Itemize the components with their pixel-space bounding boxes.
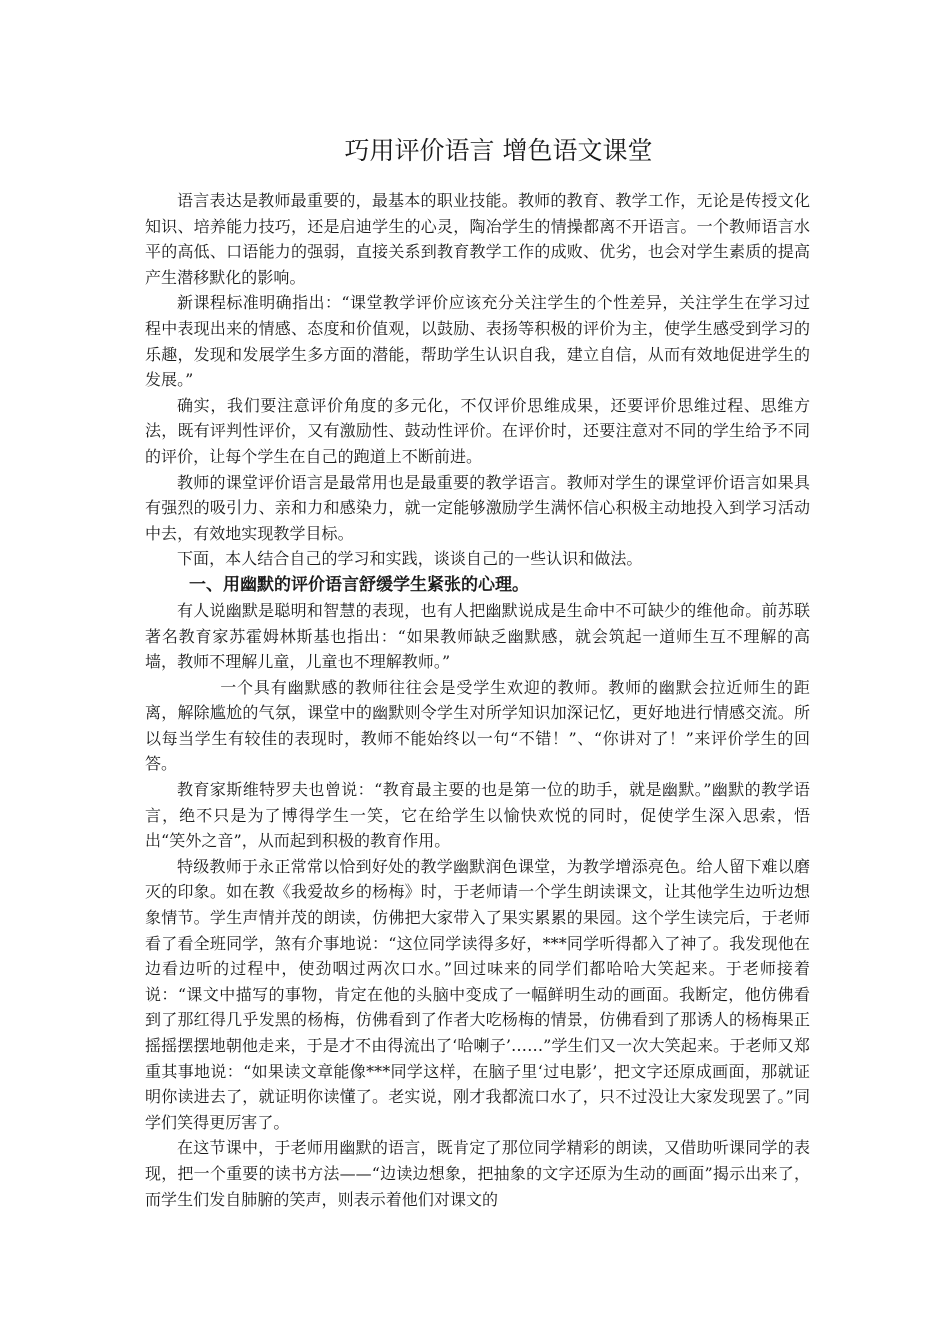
paragraph-section1-3: 教育家斯维特罗夫也曾说：“教育最主要的也是第一位的助手，就是幽默。”幽默的教学语言，绝不只是为了博得学生一笑，它在给学生以愉快欢悦的同时，促使学生深入思索，悟出“笑外之音”，从而起到积极的教育作用。 [145, 780, 810, 851]
paragraph-section1-1: 有人说幽默是聪明和智慧的表现，也有人把幽默说成是生命中不可缺少的维他命。前苏联著名教育家苏霍姆林斯基也指出：“如果教师缺乏幽默感，就会筑起一道师生互不理解的高墙，教师不理解儿童，儿童也不理解教师。” [145, 600, 810, 672]
paragraph-section1-4: 特级教师于永正常常以恰到好处的教学幽默润色课堂，为教学增添亮色。给人留下难以磨灭的印象。如在教《我爱故乡的杨梅》时，于老师请一个学生朗读课文，让其他学生边听边想象情节。学生声情并茂的朗读，仿佛把大家带入了果实累累的果园。这个学生读完后，于老师看了看全班同学，煞有介事地说：“这位同学读得多好，***同学听得都入了神了。我发现他在边看边听的过程中，使劲咽过两次口水。”回过味来的同学们都哈哈大笑起来。于老师接着说：“课文中描写的事物，肯定在他的头脑中变成了一幅鲜明生动的画面。我断定，他仿佛看到了那红得几乎发黑的杨梅，仿佛看到了作者大吃杨梅的情景，仿佛看到了那诱人的杨梅果正摇摇摆摆地朝他走来，于是才不由得流出了‘哈喇子’……”学生们又一次大笑起来。于老师又郑重其事地说：“如果读文章能像***同学这样，在脑子里‘过电影’，把文字还原成画面，那就证明你读进去了，就证明你读懂了。老实说，刚才我都流口水了，只不过没让大家发现罢了。”同学们笑得更厉害了。 [145, 856, 810, 1132]
paragraph-section1-5: 在这节课中，于老师用幽默的语言，既肯定了那位同学精彩的朗读，又借助听课同学的表现，把一个重要的读书方法——“边读边想象，把抽象的文字还原为生动的画面”揭示出来了，而学生们发自肺腑的笑声，则表示着他们对课文的 [145, 1138, 810, 1209]
paragraph-intro-2: 新课程标准明确指出：“课堂教学评价应该充分关注学生的个性差异，关注学生在学习过程中表现出来的情感、态度和价值观，以鼓励、表扬等积极的评价为主，使学生感受到学习的乐趣，发现和发展学生多方面的潜能，帮助学生认识自我，建立自信，从而有效地促进学生的发展。” [145, 293, 810, 390]
paragraph-intro-1: 语言表达是教师最重要的，最基本的职业技能。教师的教育、教学工作，无论是传授文化知识、培养能力技巧，还是启迪学生的心灵，陶冶学生的情操都离不开语言。一个教师语言水平的高低、口语能力的强弱，直接关系到教育教学工作的成败、优劣，也会对学生素质的提高产生潜移默化的影响。 [145, 191, 810, 287]
paragraph-intro-4: 教师的课堂评价语言是最常用也是最重要的教学语言。教师对学生的课堂评价语言如果具有强烈的吸引力、亲和力和感染力，就一定能够激励学生满怀信心积极主动地投入到学习活动中去，有效地实现教学目标。 [145, 472, 810, 543]
document-page [145, 126, 810, 1212]
paragraph-intro-5: 下面，本人结合自己的学习和实践，谈谈自己的一些认识和做法。 [177, 549, 643, 569]
section-heading-1: 一、用幽默的评价语言舒缓学生紧张的心理。 [189, 574, 529, 595]
paragraph-section1-2: 一个具有幽默感的教师往往会是受学生欢迎的教师。教师的幽默会拉近师生的距离，解除尴尬的气氛，课堂中的幽默则令学生对所学知识加深记忆，更好地进行情感交流。所以每当学生有较佳的表现时，教师不能始终以一句“不错！”、“你讲对了！”来评价学生的回答。 [145, 677, 810, 774]
paragraph-intro-3: 确实，我们要注意评价角度的多元化，不仅评价思维成果，还要评价思维过程、思维方法，既有评判性评价，又有激励性、鼓动性评价。在评价时，还要注意对不同的学生给予不同的评价，让每个学生在自己的跑道上不断前进。 [145, 395, 810, 466]
document-title: 巧用评价语言 增色语文课堂 [344, 136, 653, 165]
